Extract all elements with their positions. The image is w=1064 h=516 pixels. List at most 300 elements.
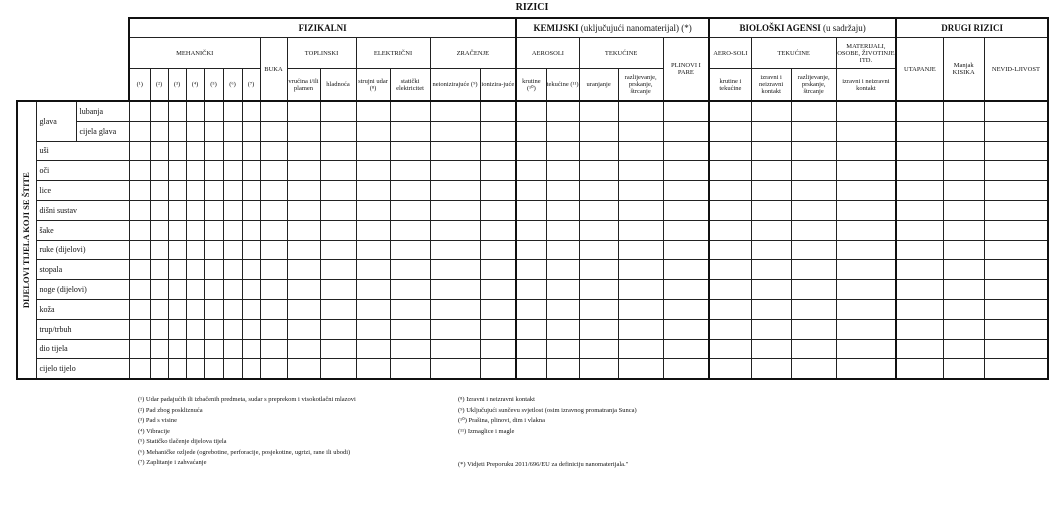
table-cell[interactable] xyxy=(618,161,663,181)
table-cell[interactable] xyxy=(709,240,751,260)
table-cell[interactable] xyxy=(356,299,390,319)
table-cell[interactable] xyxy=(546,339,579,359)
table-cell[interactable] xyxy=(618,339,663,359)
table-cell[interactable] xyxy=(356,359,390,379)
table-cell[interactable] xyxy=(516,181,546,201)
table-cell[interactable] xyxy=(663,299,709,319)
table-cell[interactable] xyxy=(984,200,1048,220)
table-cell[interactable] xyxy=(204,181,223,201)
table-cell[interactable] xyxy=(168,240,186,260)
table-cell[interactable] xyxy=(984,220,1048,240)
table-cell[interactable] xyxy=(984,299,1048,319)
table-cell[interactable] xyxy=(287,280,320,300)
table-cell[interactable] xyxy=(751,161,791,181)
table-cell[interactable] xyxy=(242,260,260,280)
table-cell[interactable] xyxy=(546,359,579,379)
table-cell[interactable] xyxy=(709,280,751,300)
table-cell[interactable] xyxy=(204,319,223,339)
table-cell[interactable] xyxy=(791,260,836,280)
table-cell[interactable] xyxy=(168,359,186,379)
table-cell[interactable] xyxy=(709,161,751,181)
table-cell[interactable] xyxy=(618,121,663,141)
table-cell[interactable] xyxy=(791,339,836,359)
table-cell[interactable] xyxy=(943,220,984,240)
table-cell[interactable] xyxy=(663,319,709,339)
table-cell[interactable] xyxy=(242,280,260,300)
table-cell[interactable] xyxy=(751,339,791,359)
table-cell[interactable] xyxy=(320,280,356,300)
table-cell[interactable] xyxy=(516,339,546,359)
table-cell[interactable] xyxy=(984,141,1048,161)
table-cell[interactable] xyxy=(320,161,356,181)
table-cell[interactable] xyxy=(320,181,356,201)
table-cell[interactable] xyxy=(129,161,150,181)
table-cell[interactable] xyxy=(984,359,1048,379)
table-cell[interactable] xyxy=(618,280,663,300)
table-cell[interactable] xyxy=(287,161,320,181)
table-cell[interactable] xyxy=(430,359,480,379)
table-cell[interactable] xyxy=(709,181,751,201)
table-cell[interactable] xyxy=(150,161,168,181)
table-cell[interactable] xyxy=(836,181,896,201)
table-cell[interactable] xyxy=(943,101,984,121)
table-cell[interactable] xyxy=(516,161,546,181)
table-cell[interactable] xyxy=(320,359,356,379)
table-cell[interactable] xyxy=(943,161,984,181)
table-cell[interactable] xyxy=(546,260,579,280)
table-cell[interactable] xyxy=(709,200,751,220)
table-cell[interactable] xyxy=(663,240,709,260)
table-cell[interactable] xyxy=(618,359,663,379)
table-cell[interactable] xyxy=(223,200,242,220)
table-cell[interactable] xyxy=(320,220,356,240)
table-cell[interactable] xyxy=(480,359,516,379)
table-cell[interactable] xyxy=(223,319,242,339)
table-cell[interactable] xyxy=(943,121,984,141)
table-cell[interactable] xyxy=(320,339,356,359)
table-cell[interactable] xyxy=(430,200,480,220)
table-cell[interactable] xyxy=(516,260,546,280)
table-cell[interactable] xyxy=(896,121,943,141)
table-cell[interactable] xyxy=(204,141,223,161)
table-cell[interactable] xyxy=(836,141,896,161)
table-cell[interactable] xyxy=(223,101,242,121)
table-cell[interactable] xyxy=(430,339,480,359)
table-cell[interactable] xyxy=(287,121,320,141)
table-cell[interactable] xyxy=(129,280,150,300)
table-cell[interactable] xyxy=(287,339,320,359)
table-cell[interactable] xyxy=(516,121,546,141)
table-cell[interactable] xyxy=(480,121,516,141)
table-cell[interactable] xyxy=(287,141,320,161)
table-cell[interactable] xyxy=(618,220,663,240)
table-cell[interactable] xyxy=(223,299,242,319)
table-cell[interactable] xyxy=(546,220,579,240)
table-cell[interactable] xyxy=(984,161,1048,181)
table-cell[interactable] xyxy=(896,101,943,121)
table-cell[interactable] xyxy=(150,319,168,339)
table-cell[interactable] xyxy=(709,220,751,240)
table-cell[interactable] xyxy=(356,121,390,141)
table-cell[interactable] xyxy=(150,339,168,359)
table-cell[interactable] xyxy=(204,220,223,240)
table-cell[interactable] xyxy=(287,101,320,121)
table-cell[interactable] xyxy=(709,319,751,339)
table-cell[interactable] xyxy=(168,339,186,359)
table-cell[interactable] xyxy=(430,260,480,280)
table-cell[interactable] xyxy=(751,319,791,339)
table-cell[interactable] xyxy=(320,121,356,141)
table-cell[interactable] xyxy=(223,141,242,161)
table-cell[interactable] xyxy=(129,319,150,339)
table-cell[interactable] xyxy=(430,141,480,161)
table-cell[interactable] xyxy=(168,319,186,339)
table-cell[interactable] xyxy=(751,121,791,141)
table-cell[interactable] xyxy=(943,141,984,161)
table-cell[interactable] xyxy=(356,260,390,280)
table-cell[interactable] xyxy=(663,220,709,240)
table-cell[interactable] xyxy=(984,121,1048,141)
table-cell[interactable] xyxy=(663,141,709,161)
table-cell[interactable] xyxy=(751,200,791,220)
table-cell[interactable] xyxy=(751,359,791,379)
table-cell[interactable] xyxy=(791,359,836,379)
table-cell[interactable] xyxy=(186,240,204,260)
table-cell[interactable] xyxy=(896,240,943,260)
table-cell[interactable] xyxy=(896,319,943,339)
table-cell[interactable] xyxy=(480,240,516,260)
table-cell[interactable] xyxy=(709,339,751,359)
table-cell[interactable] xyxy=(618,181,663,201)
table-cell[interactable] xyxy=(709,359,751,379)
table-cell[interactable] xyxy=(204,121,223,141)
table-cell[interactable] xyxy=(129,101,150,121)
table-cell[interactable] xyxy=(168,141,186,161)
table-cell[interactable] xyxy=(896,181,943,201)
table-cell[interactable] xyxy=(168,220,186,240)
table-cell[interactable] xyxy=(390,359,430,379)
table-cell[interactable] xyxy=(579,200,618,220)
table-cell[interactable] xyxy=(356,200,390,220)
table-cell[interactable] xyxy=(287,359,320,379)
table-cell[interactable] xyxy=(186,299,204,319)
table-cell[interactable] xyxy=(168,260,186,280)
table-cell[interactable] xyxy=(356,101,390,121)
table-cell[interactable] xyxy=(836,220,896,240)
table-cell[interactable] xyxy=(260,240,287,260)
table-cell[interactable] xyxy=(791,299,836,319)
table-cell[interactable] xyxy=(618,240,663,260)
table-cell[interactable] xyxy=(129,260,150,280)
table-cell[interactable] xyxy=(390,200,430,220)
table-cell[interactable] xyxy=(430,101,480,121)
table-cell[interactable] xyxy=(260,101,287,121)
table-cell[interactable] xyxy=(223,240,242,260)
table-cell[interactable] xyxy=(390,101,430,121)
table-cell[interactable] xyxy=(186,260,204,280)
table-cell[interactable] xyxy=(516,220,546,240)
table-cell[interactable] xyxy=(480,200,516,220)
table-cell[interactable] xyxy=(663,200,709,220)
table-cell[interactable] xyxy=(836,280,896,300)
table-cell[interactable] xyxy=(168,181,186,201)
table-cell[interactable] xyxy=(129,220,150,240)
table-cell[interactable] xyxy=(516,280,546,300)
table-cell[interactable] xyxy=(186,319,204,339)
table-cell[interactable] xyxy=(791,200,836,220)
table-cell[interactable] xyxy=(896,280,943,300)
table-cell[interactable] xyxy=(430,121,480,141)
table-cell[interactable] xyxy=(168,200,186,220)
table-cell[interactable] xyxy=(896,339,943,359)
table-cell[interactable] xyxy=(984,280,1048,300)
table-cell[interactable] xyxy=(709,141,751,161)
table-cell[interactable] xyxy=(516,319,546,339)
table-cell[interactable] xyxy=(430,299,480,319)
table-cell[interactable] xyxy=(579,101,618,121)
table-cell[interactable] xyxy=(150,220,168,240)
table-cell[interactable] xyxy=(663,181,709,201)
table-cell[interactable] xyxy=(204,280,223,300)
table-cell[interactable] xyxy=(480,280,516,300)
table-cell[interactable] xyxy=(150,240,168,260)
table-cell[interactable] xyxy=(480,260,516,280)
table-cell[interactable] xyxy=(186,200,204,220)
table-cell[interactable] xyxy=(242,240,260,260)
table-cell[interactable] xyxy=(242,359,260,379)
table-cell[interactable] xyxy=(287,200,320,220)
table-cell[interactable] xyxy=(618,101,663,121)
table-cell[interactable] xyxy=(579,319,618,339)
table-cell[interactable] xyxy=(242,101,260,121)
table-cell[interactable] xyxy=(242,161,260,181)
table-cell[interactable] xyxy=(791,220,836,240)
table-cell[interactable] xyxy=(223,181,242,201)
table-cell[interactable] xyxy=(242,181,260,201)
table-cell[interactable] xyxy=(150,299,168,319)
table-cell[interactable] xyxy=(204,101,223,121)
table-cell[interactable] xyxy=(896,359,943,379)
table-cell[interactable] xyxy=(204,299,223,319)
table-cell[interactable] xyxy=(836,299,896,319)
table-cell[interactable] xyxy=(204,200,223,220)
table-cell[interactable] xyxy=(663,339,709,359)
table-cell[interactable] xyxy=(663,359,709,379)
table-cell[interactable] xyxy=(896,260,943,280)
table-cell[interactable] xyxy=(204,359,223,379)
table-cell[interactable] xyxy=(943,181,984,201)
table-cell[interactable] xyxy=(430,280,480,300)
table-cell[interactable] xyxy=(356,339,390,359)
table-cell[interactable] xyxy=(516,101,546,121)
table-cell[interactable] xyxy=(791,181,836,201)
table-cell[interactable] xyxy=(480,339,516,359)
table-cell[interactable] xyxy=(186,101,204,121)
table-cell[interactable] xyxy=(223,260,242,280)
table-cell[interactable] xyxy=(546,181,579,201)
table-cell[interactable] xyxy=(186,141,204,161)
table-cell[interactable] xyxy=(896,141,943,161)
table-cell[interactable] xyxy=(663,260,709,280)
table-cell[interactable] xyxy=(480,141,516,161)
table-cell[interactable] xyxy=(129,240,150,260)
table-cell[interactable] xyxy=(242,319,260,339)
table-cell[interactable] xyxy=(546,280,579,300)
table-cell[interactable] xyxy=(579,280,618,300)
table-cell[interactable] xyxy=(168,161,186,181)
table-cell[interactable] xyxy=(390,220,430,240)
table-cell[interactable] xyxy=(579,161,618,181)
table-cell[interactable] xyxy=(320,260,356,280)
table-cell[interactable] xyxy=(618,319,663,339)
table-cell[interactable] xyxy=(836,161,896,181)
table-cell[interactable] xyxy=(223,121,242,141)
table-cell[interactable] xyxy=(356,240,390,260)
table-cell[interactable] xyxy=(186,339,204,359)
table-cell[interactable] xyxy=(390,299,430,319)
table-cell[interactable] xyxy=(390,339,430,359)
table-cell[interactable] xyxy=(242,339,260,359)
table-cell[interactable] xyxy=(186,280,204,300)
table-cell[interactable] xyxy=(430,319,480,339)
table-cell[interactable] xyxy=(260,359,287,379)
table-cell[interactable] xyxy=(579,240,618,260)
table-cell[interactable] xyxy=(791,141,836,161)
table-cell[interactable] xyxy=(516,240,546,260)
table-cell[interactable] xyxy=(260,181,287,201)
table-cell[interactable] xyxy=(546,200,579,220)
table-cell[interactable] xyxy=(390,121,430,141)
table-cell[interactable] xyxy=(204,339,223,359)
table-cell[interactable] xyxy=(618,260,663,280)
table-cell[interactable] xyxy=(896,161,943,181)
table-cell[interactable] xyxy=(836,240,896,260)
table-cell[interactable] xyxy=(150,181,168,201)
table-cell[interactable] xyxy=(516,299,546,319)
table-cell[interactable] xyxy=(579,220,618,240)
table-cell[interactable] xyxy=(984,319,1048,339)
table-cell[interactable] xyxy=(260,260,287,280)
table-cell[interactable] xyxy=(320,200,356,220)
table-cell[interactable] xyxy=(579,359,618,379)
table-cell[interactable] xyxy=(356,220,390,240)
table-cell[interactable] xyxy=(430,181,480,201)
table-cell[interactable] xyxy=(129,299,150,319)
table-cell[interactable] xyxy=(943,339,984,359)
table-cell[interactable] xyxy=(390,280,430,300)
table-cell[interactable] xyxy=(709,299,751,319)
table-cell[interactable] xyxy=(150,101,168,121)
table-cell[interactable] xyxy=(836,359,896,379)
table-cell[interactable] xyxy=(579,121,618,141)
table-cell[interactable] xyxy=(320,240,356,260)
table-cell[interactable] xyxy=(242,220,260,240)
table-cell[interactable] xyxy=(260,141,287,161)
table-cell[interactable] xyxy=(709,121,751,141)
table-cell[interactable] xyxy=(618,141,663,161)
table-cell[interactable] xyxy=(356,161,390,181)
table-cell[interactable] xyxy=(480,319,516,339)
table-cell[interactable] xyxy=(242,141,260,161)
table-cell[interactable] xyxy=(480,101,516,121)
table-cell[interactable] xyxy=(287,319,320,339)
table-cell[interactable] xyxy=(546,121,579,141)
table-cell[interactable] xyxy=(709,101,751,121)
table-cell[interactable] xyxy=(984,260,1048,280)
table-cell[interactable] xyxy=(579,299,618,319)
table-cell[interactable] xyxy=(260,161,287,181)
table-cell[interactable] xyxy=(204,260,223,280)
table-cell[interactable] xyxy=(168,280,186,300)
table-cell[interactable] xyxy=(390,161,430,181)
table-cell[interactable] xyxy=(751,240,791,260)
table-cell[interactable] xyxy=(186,220,204,240)
table-cell[interactable] xyxy=(168,299,186,319)
table-cell[interactable] xyxy=(260,299,287,319)
table-cell[interactable] xyxy=(480,181,516,201)
table-cell[interactable] xyxy=(943,260,984,280)
table-cell[interactable] xyxy=(791,161,836,181)
table-cell[interactable] xyxy=(260,200,287,220)
table-cell[interactable] xyxy=(356,319,390,339)
table-cell[interactable] xyxy=(320,101,356,121)
table-cell[interactable] xyxy=(186,121,204,141)
table-cell[interactable] xyxy=(579,339,618,359)
table-cell[interactable] xyxy=(984,181,1048,201)
table-cell[interactable] xyxy=(223,359,242,379)
table-cell[interactable] xyxy=(430,240,480,260)
table-cell[interactable] xyxy=(836,101,896,121)
table-cell[interactable] xyxy=(791,280,836,300)
table-cell[interactable] xyxy=(836,200,896,220)
table-cell[interactable] xyxy=(516,200,546,220)
table-cell[interactable] xyxy=(943,240,984,260)
table-cell[interactable] xyxy=(943,319,984,339)
table-cell[interactable] xyxy=(150,359,168,379)
table-cell[interactable] xyxy=(390,260,430,280)
table-cell[interactable] xyxy=(943,200,984,220)
table-cell[interactable] xyxy=(579,260,618,280)
table-cell[interactable] xyxy=(287,220,320,240)
table-cell[interactable] xyxy=(320,299,356,319)
table-cell[interactable] xyxy=(663,280,709,300)
table-cell[interactable] xyxy=(579,141,618,161)
table-cell[interactable] xyxy=(287,181,320,201)
table-cell[interactable] xyxy=(751,299,791,319)
table-cell[interactable] xyxy=(546,299,579,319)
table-cell[interactable] xyxy=(751,260,791,280)
table-cell[interactable] xyxy=(791,121,836,141)
table-cell[interactable] xyxy=(129,359,150,379)
table-cell[interactable] xyxy=(480,220,516,240)
table-cell[interactable] xyxy=(390,181,430,201)
table-cell[interactable] xyxy=(223,339,242,359)
table-cell[interactable] xyxy=(943,280,984,300)
table-cell[interactable] xyxy=(791,101,836,121)
table-cell[interactable] xyxy=(150,260,168,280)
table-cell[interactable] xyxy=(663,161,709,181)
table-cell[interactable] xyxy=(836,319,896,339)
table-cell[interactable] xyxy=(579,181,618,201)
table-cell[interactable] xyxy=(896,299,943,319)
table-cell[interactable] xyxy=(150,280,168,300)
table-cell[interactable] xyxy=(129,121,150,141)
table-cell[interactable] xyxy=(618,299,663,319)
table-cell[interactable] xyxy=(751,181,791,201)
table-cell[interactable] xyxy=(618,200,663,220)
table-cell[interactable] xyxy=(356,141,390,161)
table-cell[interactable] xyxy=(984,101,1048,121)
